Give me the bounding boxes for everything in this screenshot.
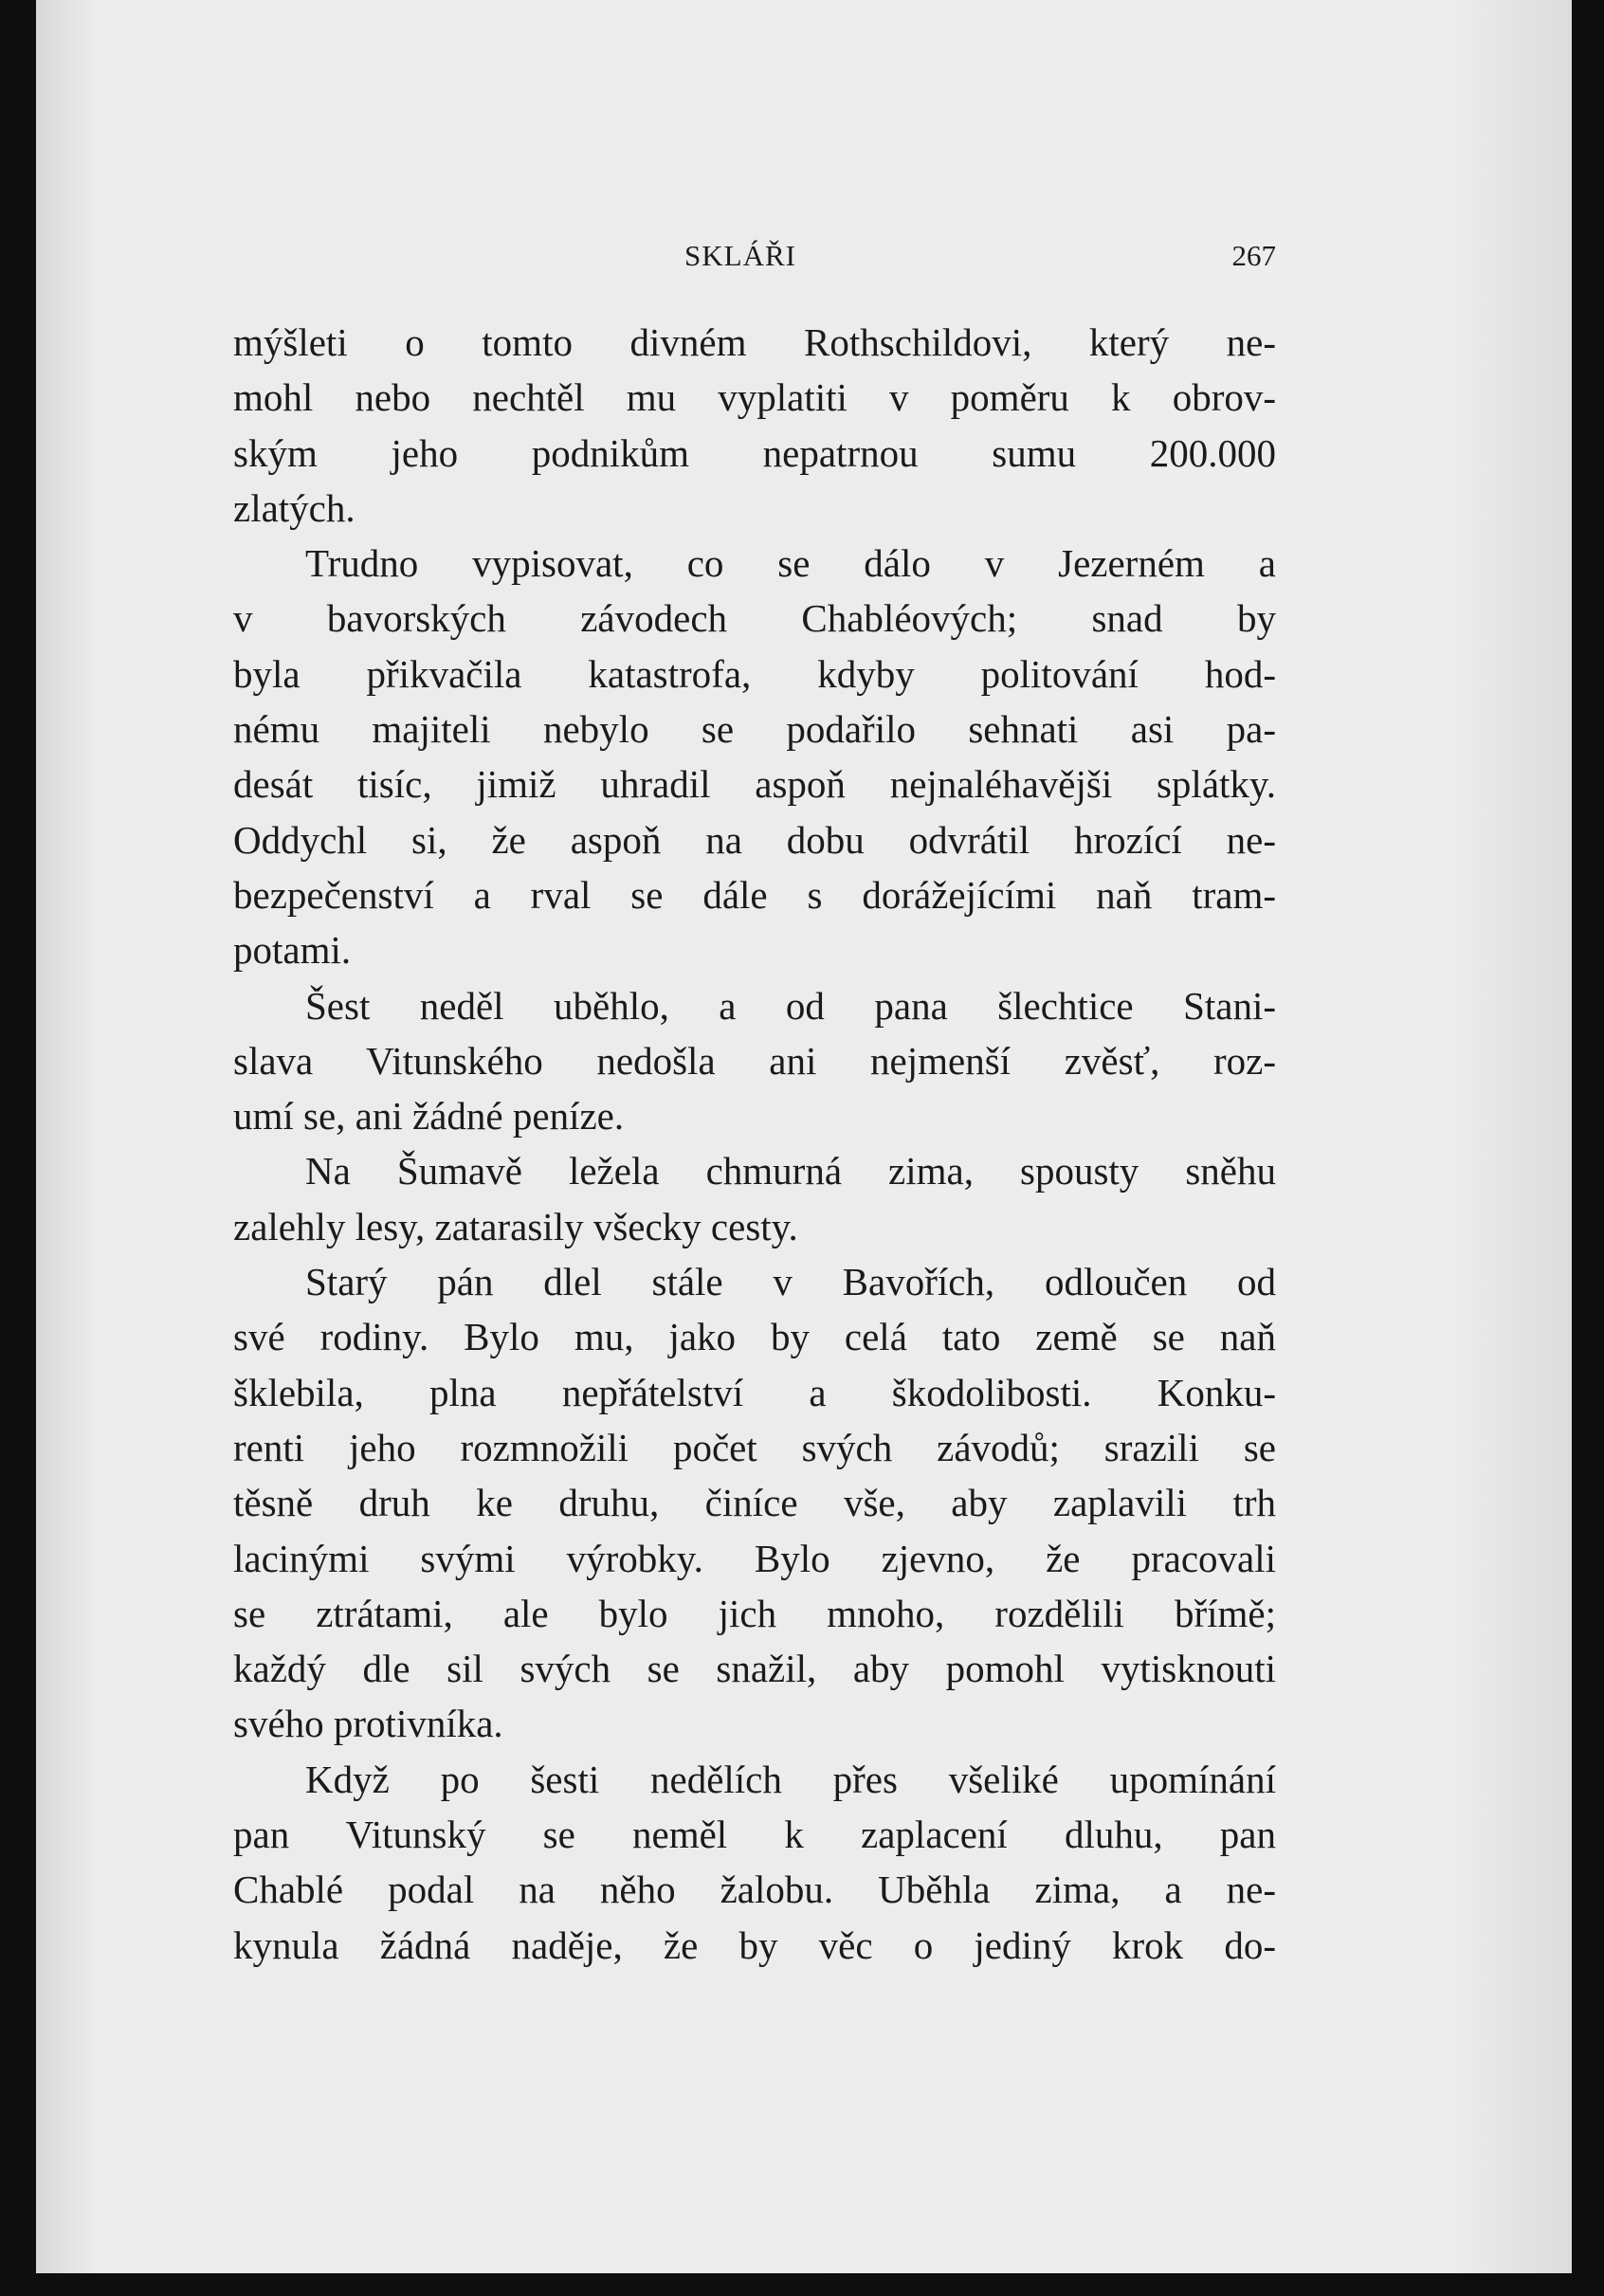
- text-line: Trudno vypisovat, co se dálo v Jezerném a: [305, 541, 1276, 586]
- text-line: zalehly lesy, zatarasily všecky cesty.: [233, 1204, 798, 1248]
- text-line: těsně druh ke druhu, činíce vše, aby zaplavili trh: [233, 1481, 1276, 1525]
- running-title: SKLÁŘI: [684, 239, 796, 272]
- text-line: Starý pán dlel stále v Bavořích, odloučen od: [305, 1260, 1276, 1304]
- text-line: nému majiteli nebylo se podařilo sehnati asi pa-: [233, 707, 1276, 752]
- text-line: umí se, ani žádné peníze.: [233, 1094, 625, 1139]
- text-line: pan Vitunský se neměl k zaplacení dluhu, pan: [233, 1813, 1276, 1857]
- text-line: Oddychl si, že aspoň na dobu odvrátil hrozící ne-: [233, 817, 1276, 862]
- text-line: lacinými svými výrobky. Bylo zjevno, že pracovali: [233, 1536, 1276, 1580]
- text-line: slava Vitunského nedošla ani nejmenší zvěsť, roz-: [233, 1038, 1276, 1083]
- text-line: mohl nebo nechtěl mu vyplatiti v poměru k obrov-: [233, 375, 1276, 420]
- text-line: Na Šumavě ležela chmurná zima, spousty sněhu: [305, 1149, 1276, 1194]
- running-header: [233, 239, 1276, 277]
- text-line: v bavorských závodech Chabléových; snad by: [233, 596, 1276, 641]
- text-line: každý dle sil svých se snažil, aby pomohl vytisknouti: [233, 1647, 1276, 1691]
- text-line: renti jeho rozmnožili počet svých závodů; srazili se: [233, 1425, 1276, 1469]
- text-line: potami.: [233, 928, 352, 973]
- page-edge-right: [1572, 0, 1604, 2296]
- text-line: Šest neděl uběhlo, a od pana šlechtice Stani-: [305, 983, 1276, 1028]
- text-line: bezpečenství a rval se dále s dorážejícími naň tram-: [233, 872, 1276, 917]
- text-line: zlatých.: [233, 485, 355, 530]
- body-text: [233, 315, 1276, 1973]
- text-line: Když po šesti nedělích přes všeliké upomínání: [305, 1757, 1276, 1801]
- text-line: ským jeho podnikům nepatrnou sumu 200.000: [233, 430, 1276, 475]
- text-line: byla přikvačila katastrofa, kdyby politování hod-: [233, 651, 1276, 696]
- text-line: kynula žádná naděje, že by věc o jediný krok do-: [233, 1922, 1276, 1967]
- page-gutter-left: [0, 0, 36, 2296]
- text-line: se ztrátami, ale bylo jich mnoho, rozdělili břímě;: [233, 1591, 1276, 1635]
- text-line: mýšleti o tomto divném Rothschildovi, který ne-: [233, 320, 1276, 364]
- text-line: svého protivníka.: [233, 1702, 503, 1746]
- text-line: Chablé podal na něho žalobu. Uběhla zima, a ne-: [233, 1868, 1276, 1912]
- page-number: 267: [1231, 239, 1276, 272]
- text-line: šklebila, plna nepřátelství a škodolibosti. Konku-: [233, 1370, 1276, 1414]
- text-line: své rodiny. Bylo mu, jako by celá tato země se naň: [233, 1315, 1276, 1359]
- page-edge-bottom: [0, 2273, 1604, 2296]
- text-line: desát tisíc, jimiž uhradil aspoň nejnaléhavějši splátky.: [233, 762, 1276, 807]
